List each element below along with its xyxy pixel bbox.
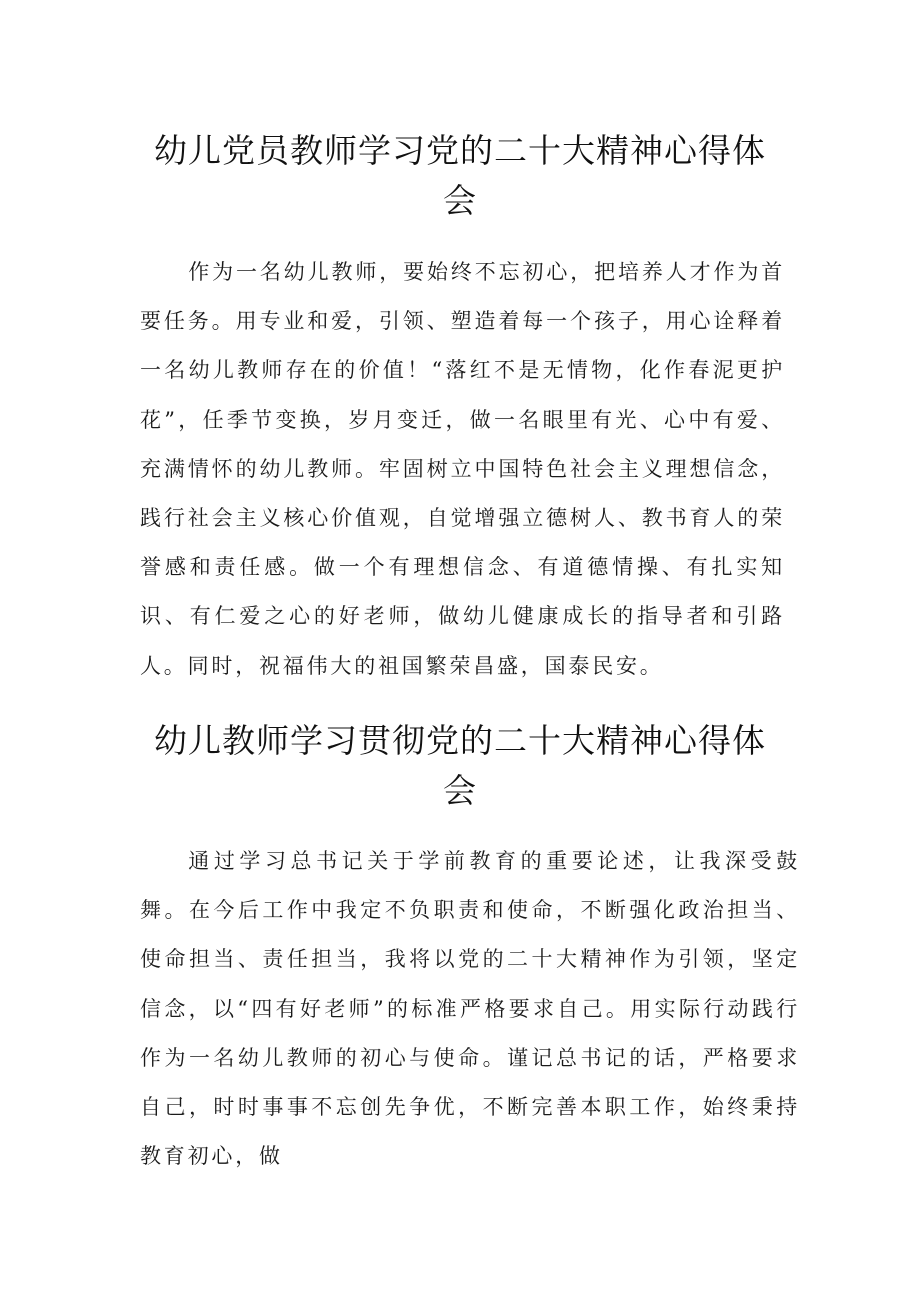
section-1-body: 作为一名幼儿教师，要始终不忘初心，把培养人才作为首要任务。用专业和爱，引领、塑造着每一个孩子，用心诠释着一名幼儿教师存在的价值！“落红不是无情物，化作春泥更护花”，任季节变换，岁月变迁，做一名眼里有光、心中有爱、充满情怀的幼儿教师。牢固树立中国特色社会主义理想信念，践行社会主义核心价值观，自觉增强立德树人、教书育人的荣誉感和责任感。做一个有理想信念、有道德情操、有扎实知识、有仁爱之心的好老师，做幼儿健康成长的指导者和引路人。同时，祝福伟大的祖国繁荣昌盛，国泰民安。	[140, 260, 785, 678]
section-2-body: 通过学习总书记关于学前教育的重要论述，让我深受鼓舞。在今后工作中我定不负职责和使命，不断强化政治担当、使命担当、责任担当，我将以党的二十大精神作为引领，坚定信念，以“四有好老师”的标准严格要求自己。用实际行动践行作为一名幼儿教师的初心与使命。谨记总书记的话，严格要求自己，时时事事不忘创先争优，不断完善本职工作，始终秉持教育初心，做	[140, 849, 800, 1169]
section-1-title: 幼儿党员教师学习党的二十大精神心得体会	[154, 131, 766, 220]
section-2-title: 幼儿教师学习贯彻党的二十大精神心得体会	[154, 721, 766, 810]
